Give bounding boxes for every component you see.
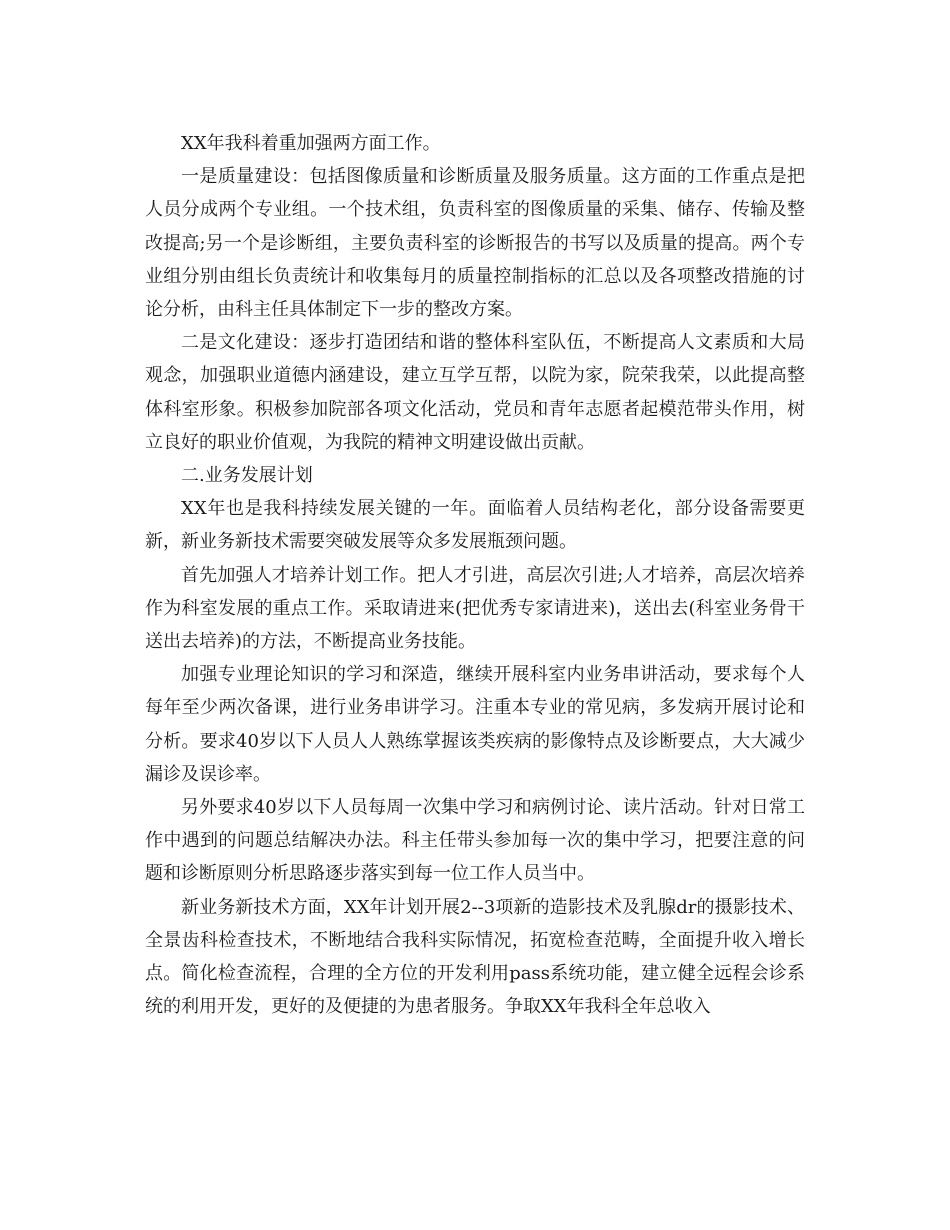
paragraph-new-technology: 新业务新技术方面，XX年计划开展2--3项新的造影技术及乳腺dr的摄影技术、全景齿科检查技术，不断地结合我科实际情况，拓宽检查范畴，全面提升收入增长点。简化检查流程，合理的全方位的开发利用pass系统功能，建立健全远程会诊系统的利用开发，更好的及便捷的为患者服务。争取XX年我科全年总收入 — [145, 896, 805, 1018]
paragraph-intro: XX年我科着重加强两方面工作。 — [181, 133, 441, 154]
paragraph-talent-training: 首先加强人才培养计划工作。把人才引进，高层次引进;人才培养，高层次培养作为科室发展的重点工作。采取请进来(把优秀专家请进来)，送出去(科室业务骨干送出去培养)的方法，不断提高业务技能。 — [145, 564, 805, 653]
paragraph-culture-building: 二是文化建设：逐步打造团结和谐的整体科室队伍，不断提高人文素质和大局观念，加强职业道德内涵建设，建立互学互帮，以院为家，院荣我荣，以此提高整体科室形象。积极参加院部各项文化活动，党员和青年志愿者起模范带头作用，树立良好的职业价值观，为我院的精神文明建设做出贡献。 — [145, 332, 805, 453]
paragraph-quality-building: 一是质量建设：包括图像质量和诊断质量及服务质量。这方面的工作重点是把人员分成两个专业组。一个技术组，负责科室的图像质量的采集、储存、传输及整改提高;另一个是诊断组，主要负责科室的诊断报告的书写以及质量的提高。两个专业组分别由组长负责统计和收集每月的质量控制指标的汇总以及各项整改措施的讨论分析，由科主任具体制定下一步的整改方案。 — [145, 166, 805, 321]
paragraph-key-year: XX年也是我科持续发展关键的一年。面临着人员结构老化，部分设备需要更新，新业务新技术需要突破发展等众多发展瓶颈问题。 — [145, 498, 805, 553]
paragraph-weekly-study: 另外要求40岁以下人员每周一次集中学习和病例讨论、读片活动。针对日常工作中遇到的问题总结解决办法。科主任带头参加每一次的集中学习，把要注意的问题和诊断原则分析思路逐步落实到每一位工作人员当中。 — [145, 797, 805, 885]
section-heading-business-plan: 二.业务发展计划 — [181, 465, 313, 487]
paragraph-professional-study: 加强专业理论知识的学习和深造，继续开展科室内业务串讲活动，要求每个人每年至少两次备课，进行业务串讲学习。注重本专业的常见病，多发病开展讨论和分析。要求40岁以下人员人人熟练掌握该类疾病的影像特点及诊断要点，大大减少漏诊及误诊率。 — [145, 664, 805, 785]
document-body — [145, 127, 805, 1023]
